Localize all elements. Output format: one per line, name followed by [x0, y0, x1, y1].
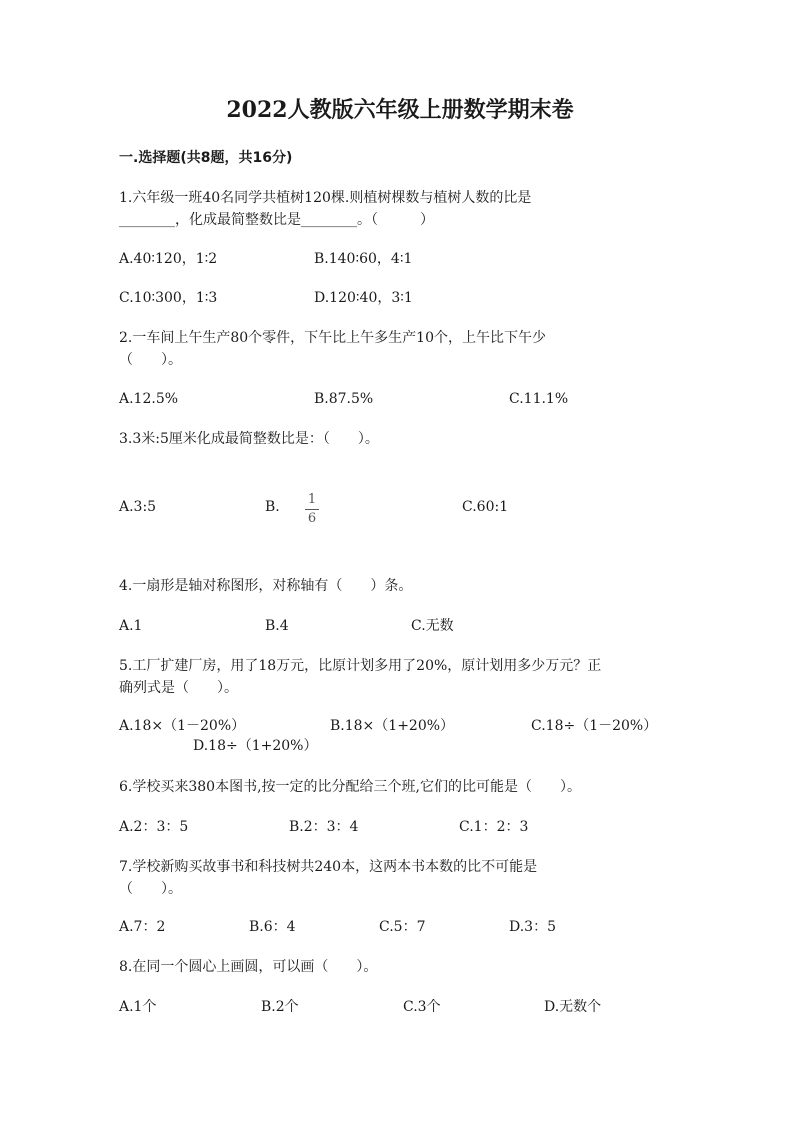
question-8-option-c[interactable]: C.3个 — [403, 999, 441, 1015]
question-6 — [119, 776, 689, 798]
question-1-option-d[interactable]: D.120∶40，3∶1 — [314, 290, 413, 306]
question-2-option-a[interactable]: A.12.5% — [119, 391, 179, 407]
question-1 — [119, 187, 689, 231]
question-6-option-c[interactable]: C.1：2：3 — [459, 819, 529, 835]
question-5-option-b[interactable]: B.18×（1+20%） — [330, 718, 455, 734]
question-7-option-a[interactable]: A.7：2 — [119, 919, 166, 935]
question-2-option-b[interactable]: B.87.5% — [314, 391, 374, 407]
question-3 — [119, 428, 689, 450]
question-8-option-d[interactable]: D.无数个 — [544, 999, 602, 1015]
question-8-line-1: 8.在同一个圆心上画圆，可以画（ ）。 — [119, 959, 378, 975]
question-3-line-1: 3.3米:5厘米化成最简整数比是：（ ）。 — [119, 431, 379, 447]
question-1-option-a[interactable]: A.40∶120，1∶2 — [119, 251, 218, 267]
fraction-numerator: 1 — [307, 492, 317, 507]
question-8 — [119, 956, 689, 978]
question-4-option-c[interactable]: C.无数 — [411, 618, 454, 634]
question-7 — [119, 856, 689, 900]
question-3-option-b[interactable]: B. — [265, 499, 280, 515]
question-7-line-1: 7.学校新购买故事书和科技树共240本，这两本书本数的比不可能是 — [119, 859, 538, 875]
question-3-option-c[interactable]: C.60:1 — [462, 499, 509, 515]
question-6-option-a[interactable]: A.2：3：5 — [119, 819, 189, 835]
question-7-option-c[interactable]: C.5：7 — [379, 919, 426, 935]
question-6-line-1: 6.学校买来380本图书,按一定的比分配给三个班,它们的比可能是（ ）。 — [119, 779, 581, 795]
question-8-option-b[interactable]: B.2个 — [261, 999, 299, 1015]
question-4-option-b[interactable]: B.4 — [265, 618, 289, 634]
question-1-line-1: 1.六年级一班40名同学共植树120棵.则植树棵数与植树人数的比是 — [119, 190, 532, 206]
question-4-option-a[interactable]: A.1 — [119, 618, 143, 634]
fraction-denominator: 6 — [307, 511, 317, 526]
question-3-option-a[interactable]: A.3:5 — [119, 499, 157, 515]
question-1-option-c[interactable]: C.10∶300，1∶3 — [119, 290, 218, 306]
question-3-option-b-fraction — [303, 492, 321, 527]
question-5 — [119, 655, 689, 699]
question-4-line-1: 4.一扇形是轴对称图形，对称轴有（ ）条。 — [119, 578, 413, 594]
question-5-line-1: 5.工厂扩建厂房，用了18万元，比原计划多用了20%，原计划用多少万元？正 — [119, 658, 602, 674]
question-2-line-2: （ ）。 — [119, 352, 182, 368]
question-2 — [119, 327, 689, 371]
question-1-line-2: ________，化成最简整数比是________。（ ） — [119, 212, 434, 228]
fraction-bar — [305, 509, 319, 510]
question-8-option-a[interactable]: A.1个 — [119, 999, 157, 1015]
question-5-option-d[interactable]: D.18÷（1+20%） — [193, 738, 318, 754]
question-1-option-b[interactable]: B.140∶60，4∶1 — [314, 251, 413, 267]
question-5-option-c[interactable]: C.18÷（1－20%） — [531, 718, 658, 734]
question-6-option-b[interactable]: B.2：3：4 — [289, 819, 359, 835]
question-4 — [119, 575, 689, 597]
section-heading: 一.选择题(共8题，共16分) — [119, 150, 293, 166]
question-2-line-1: 2.一车间上午生产80个零件，下午比上午多生产10个，上午比下午少 — [119, 330, 546, 346]
question-5-line-2: 确列式是（ ）。 — [119, 680, 238, 696]
question-7-line-2: （ ）。 — [119, 881, 182, 897]
question-2-option-c[interactable]: C.11.1% — [509, 391, 569, 407]
page-title: 2022人教版六年级上册数学期末卷 — [226, 97, 574, 123]
question-7-option-d[interactable]: D.3：5 — [509, 919, 556, 935]
question-7-option-b[interactable]: B.6：4 — [249, 919, 296, 935]
question-5-option-a[interactable]: A.18×（1－20%） — [119, 718, 246, 734]
